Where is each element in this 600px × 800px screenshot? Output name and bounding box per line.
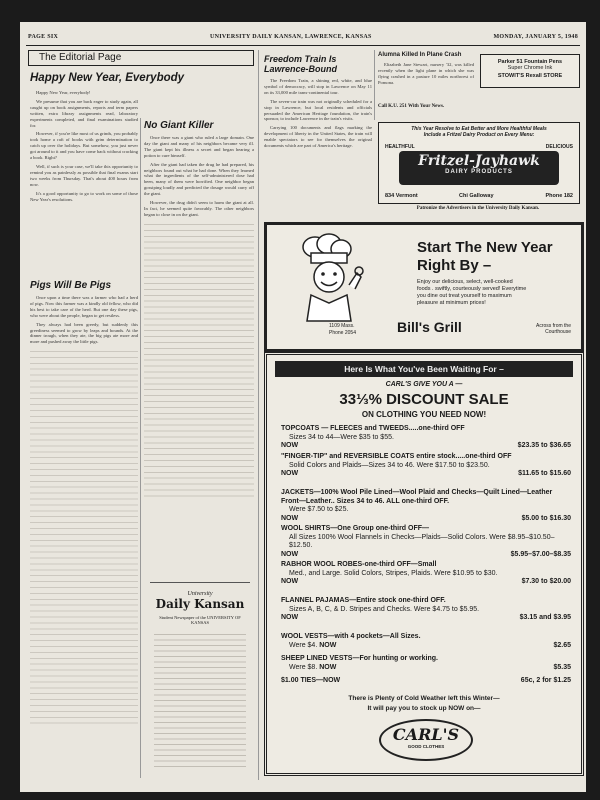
fritzel-products: DAIRY PRODUCTS (445, 169, 513, 175)
newspaper-page (20, 22, 586, 792)
bills-grill-ad (264, 222, 584, 352)
column-rule (374, 50, 375, 120)
header-rule (26, 45, 580, 46)
item-now: NOW (281, 578, 299, 585)
sale-item (281, 425, 571, 451)
fritzel-phone: Phone 182 (545, 193, 573, 199)
chef-icon (289, 233, 369, 323)
headline-new-year: Happy New Year, Everybody (30, 72, 185, 84)
carls-logo (379, 719, 473, 761)
item-detail: Were $4. (289, 641, 318, 649)
sale-item (281, 655, 571, 673)
sale-item (281, 597, 571, 623)
issue-date: MONDAY, JANUARY 5, 1948 (493, 34, 578, 40)
item-price: $23.35 to $36.65 (517, 442, 571, 449)
giant-killer-article (144, 135, 254, 575)
bills-headline1: Start The New Year (417, 239, 553, 256)
new-year-article (30, 90, 138, 276)
item-price: $11.65 to $15.60 (518, 470, 571, 477)
masthead-box (150, 582, 250, 783)
article-text-continued (30, 348, 138, 728)
page-header (20, 32, 586, 44)
item-detail: Sizes A, B, C, & D. Stripes and Checks. Were $4.75 to $5.95. (289, 605, 480, 613)
column-rule (140, 118, 141, 778)
headline-freedom-train: Freedom Train Is Lawrence-Bound (264, 54, 338, 74)
item-title: JACKETS—100% Wool Pile Lined—Wool Plaid and Checks—Quilt Lined—Leather Front—Leather.. Sizes 34 to 46. ALL one-third OFF. (281, 489, 553, 505)
bills-address: 1109 Mass. (329, 323, 355, 329)
masthead-title: Daily Kansan (155, 597, 245, 611)
fritzel-manager: Chi Galloway (459, 193, 494, 199)
fritzel-ad (378, 122, 580, 204)
paragraph: It's a good opportunity to go to work on some of those New Year's resolutions. (30, 190, 138, 202)
bills-headline2: Right By – (417, 257, 492, 274)
item-detail: All Sizes 100% Wool Flannels in Checks—Plaids—Solid Colors. Were $8.95–$10.50–$12.50. (289, 533, 555, 549)
column-rule (258, 50, 259, 780)
item-price: $5.95–$7.00–$8.35 (510, 550, 571, 558)
paragraph: They always had been greedy, but suddenly this greediness seemed to grow by leaps and bounds. At the dinner trough, when they ate, the big pigs ate more and more and pushed away the little pigs. (30, 321, 138, 345)
item-price: $5.00 to $16.30 (521, 514, 571, 522)
closing-line2: It will pay you to stock up NOW on— (367, 705, 481, 712)
item-now: NOW (281, 514, 299, 522)
fritzel-address: 834 Vermont (385, 193, 418, 199)
item-title: TOPCOATS — FLEECES and TWEEDS.....one-third OFF (281, 425, 465, 432)
alumna-article (378, 62, 474, 102)
sale-item (281, 677, 571, 686)
paragraph: Carrying 100 documents and flags marking the development of liberty in the United States, the train will enable spectators to see for themselves the original documents which are part of America's heritage. (264, 125, 372, 149)
item-title: "FINGER-TIP" and REVERSIBLE COATS entire stock.....one-third OFF (281, 453, 512, 460)
item-now: NOW (281, 470, 299, 477)
bills-location: Across from the Courthouse (535, 323, 571, 335)
paragraph: Elizabeth Jane Stewart, nursery '32, was killed recently when the light plane in which she was flying crashed in a pasture 10 miles northwest of Pomona. (378, 62, 474, 85)
fritzel-logo: Fritzel-Jayhawk (418, 153, 540, 169)
headline-pigs: Pigs Will Be Pigs (30, 280, 112, 291)
item-detail: Med., and Large. Solid Colors, Stripes, Plaids. Were $10.95 to $30. (289, 569, 498, 577)
bills-name: Bill's Grill (397, 319, 462, 335)
item-title: FLANNEL PAJAMAS—Entire stock one-third OFF. (281, 597, 446, 604)
carls-logo-sub: GOOD CLOTHES (407, 744, 445, 749)
healthful-label: HEALTHFUL (385, 144, 415, 150)
paragraph: Once upon a time there was a farmer who had a herd of pigs. Now this farmer was a kindly old fellow, who did his best to take care of the herd. But one day these pigs, who were about the people, began to get restless. (30, 295, 138, 318)
item-title: SHEEP LINED VESTS—For hunting or working. (281, 655, 438, 662)
parker-line2: Super Chrome Ink (507, 65, 553, 71)
item-now: NOW (319, 641, 337, 649)
delicious-label: DELICIOUS (545, 144, 573, 150)
carls-sale-ad (264, 352, 584, 776)
bills-phone: Phone 2054 (329, 330, 356, 336)
sale-item (281, 561, 571, 587)
paragraph: After the giant had taken the drug he had prepared, his neighbors found out what he had done. When they learned what the ingredients of the self-administered dose had been, many of them were horrified. One neighbor began gossiping loudly and predicted the dosage would carry off the giant. (144, 161, 254, 197)
paragraph: However, if you're like most of us grinds, you probably took home a raft of books with grim determination to catch up over the holidays. But somehow, you just never got around to it and you have come back without cracking a book. Right? (30, 131, 138, 161)
bills-body: Enjoy our delicious, select, well-cooked foods . swiftly, courteously served! Everytime you dine out treat yourself to maximum pleasure at minimum prices! (417, 279, 527, 306)
item-price: $7.30 to $20.00 (521, 578, 571, 585)
item-now: NOW (319, 663, 337, 671)
headline-giant-killer: No Giant Killer (144, 120, 214, 131)
section-label: The Editorial Page (39, 52, 122, 63)
patronize-notice: Patronize the Advertisers in the University Daily Kansan. (416, 206, 540, 211)
fritzel-tagline: This Year Resolve to Eat Better and More Healthful Meals (411, 126, 547, 132)
item-detail: Were $7.50 to $25. (289, 506, 349, 513)
item-detail: Sizes 34 to 44—Were $35 to $55. (289, 433, 394, 441)
carls-logo-text: CARL'S (392, 725, 460, 744)
item-title: RABHOR WOOL ROBES-one-third OFF—Small (281, 561, 437, 568)
article-text-continued (144, 221, 254, 501)
item-title: WOOL VESTS—with 4 pockets—All Sizes. (281, 633, 421, 640)
parker-line1: Parker 51 Fountain Pens (497, 59, 563, 65)
item-price: $2.65 (553, 641, 571, 649)
staff-list (154, 631, 246, 771)
section-label-box (28, 50, 254, 66)
discount-subhead: ON CLOTHING YOU NEED NOW! (361, 410, 487, 419)
item-now: NOW (281, 442, 299, 449)
headline-alumna: Alumna Killed In Plane Crash (378, 52, 462, 58)
item-price: 65c, 2 for $1.25 (520, 677, 571, 684)
sale-item (281, 453, 571, 479)
parker-line3: STOWIT'S Rexall STORE (497, 73, 563, 79)
paragraph: We presume that you are back eager to study again, all caught up on book assignments, reports and term papers written, extra library assignments read, laboratory experiments completed, and final examinations studied for. (30, 98, 138, 128)
pigs-article (30, 295, 138, 765)
call-news: Call K.U. 251 With Your News. (378, 104, 445, 109)
paragraph: The Freedom Train, a shining red, white, and blue symbol of democracy, will stop in Lawrence on May 11 on its 33,000 mile trans-continental tour. (264, 78, 372, 95)
paragraph: The seven-car train was not originally scheduled for a stop in Lawrence, but local residents and officials persuaded the American Heritage foundation, the train's sponsor, to include Lawrence in the train's visits. (264, 98, 372, 122)
sale-item (281, 489, 571, 524)
item-detail: Solid Colors and Plaids—Sizes 34 to 46. Were $17.50 to $23.50. (289, 461, 490, 469)
masthead-subtitle: Student Newspaper of the UNIVERSITY OF KANSAS (159, 615, 241, 625)
item-title: $1.00 TIES—NOW (281, 677, 341, 684)
sale-item (281, 633, 571, 651)
paragraph: Well, if such is your case, we'll take this opportunity to remind you as painlessly as possible that final exams start two weeks from Thursday. That's about 400 hours from now. (30, 163, 138, 187)
item-now: NOW (281, 550, 299, 558)
carls-intro: Here Is What You've Been Waiting For – (275, 361, 573, 377)
masthead-label: University (187, 591, 213, 597)
item-price: $5.35 (553, 663, 571, 671)
item-price: $3.15 and $3.95 (519, 614, 571, 621)
paper-name: UNIVERSITY DAILY KANSAN, LAWRENCE, KANSAS (210, 34, 372, 40)
item-detail: Were $8. (289, 663, 318, 671)
paragraph: Once there was a giant who ruled a large domain. One day the giant and many of his neighbors became very ill. The giant kept his illness a secret and began hearing a potion to cure himself. (144, 135, 254, 158)
paragraph: However, the drug didn't seem to harm the giant at all. In fact, he seemed quite favorably. The other neighbors began to close in on the giant. (144, 200, 254, 217)
page-number: PAGE SIX (28, 34, 59, 40)
item-title: WOOL SHIRTS—One Group one-third OFF— (281, 525, 430, 532)
fritzel-logo-banner (399, 151, 559, 185)
sale-item (281, 525, 571, 560)
paragraph: Happy New Year, everybody! (36, 90, 91, 95)
parker-ad (480, 54, 580, 88)
discount-headline: 33⅓% DISCOUNT SALE (339, 391, 509, 408)
fritzel-tagline2: Include a Fritzel Dairy Product on Every Menu: (423, 132, 535, 138)
item-now: NOW (281, 614, 299, 621)
closing-line1: There is Plenty of Cold Weather left this Winter— (348, 695, 500, 702)
carls-gives: CARL'S GIVE YOU A — (385, 381, 463, 388)
